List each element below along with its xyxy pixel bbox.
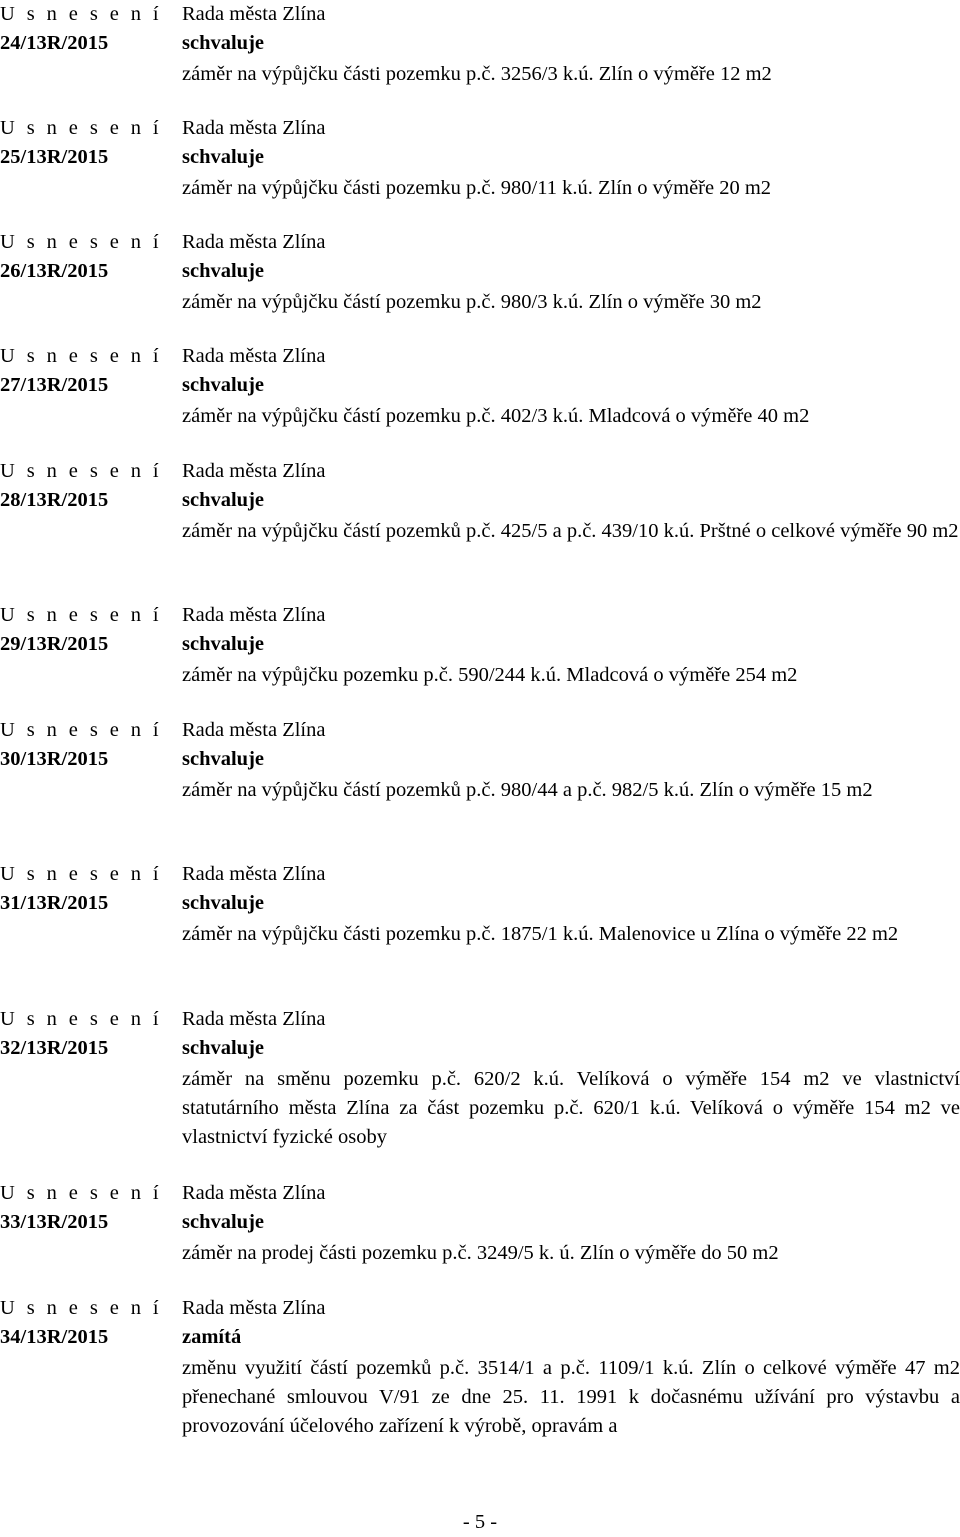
resolution-text: záměr na směnu pozemku p.č. 620/2 k.ú. Velíková o výměře 154 m2 ve vlastnictví statutárního města Zlína za část pozemku p.č. 620/1 k.ú. Velíková o výměře 154 m2 ve vlastnictví fyzické osoby — [182, 1068, 960, 1148]
resolution-33 — [0, 1179, 960, 1268]
resolution-number: 24/13R/2015 — [0, 32, 109, 54]
resolution-header — [0, 228, 182, 286]
council-name: Rada města Zlína — [182, 719, 326, 741]
resolution-verb: schvaluje — [182, 748, 264, 770]
resolution-label: U s n e s e n í — [0, 719, 163, 741]
resolution-header — [0, 860, 182, 918]
resolution-content — [182, 860, 960, 949]
resolution-label: U s n e s e n í — [0, 863, 163, 885]
resolution-verb: schvaluje — [182, 1211, 264, 1233]
resolution-number: 29/13R/2015 — [0, 633, 109, 655]
resolution-label: U s n e s e n í — [0, 345, 163, 367]
resolution-number: 34/13R/2015 — [0, 1326, 109, 1348]
resolution-content — [182, 1005, 960, 1152]
resolution-text: záměr na prodej části pozemku p.č. 3249/5 k. ú. Zlín o výměře do 50 m2 — [182, 1242, 779, 1264]
council-name: Rada města Zlína — [182, 604, 326, 626]
resolution-verb: schvaluje — [182, 146, 264, 168]
resolution-text: záměr na výpůjčku části pozemku p.č. 3256/3 k.ú. Zlín o výměře 12 m2 — [182, 63, 772, 85]
council-name: Rada města Zlína — [182, 3, 326, 25]
resolution-number: 27/13R/2015 — [0, 374, 109, 396]
resolution-31 — [0, 860, 960, 949]
resolution-text: záměr na výpůjčku částí pozemku p.č. 402/3 k.ú. Mladcová o výměře 40 m2 — [182, 405, 810, 427]
resolution-24 — [0, 0, 960, 89]
resolution-content — [182, 228, 960, 317]
resolution-content — [182, 0, 960, 89]
resolution-header — [0, 457, 182, 515]
resolution-text: záměr na výpůjčku částí pozemků p.č. 425/5 a p.č. 439/10 k.ú. Prštné o celkové výměře 90 m2 — [182, 520, 959, 542]
resolution-header — [0, 114, 182, 172]
council-name: Rada města Zlína — [182, 1008, 326, 1030]
council-name: Rada města Zlína — [182, 460, 326, 482]
council-name: Rada města Zlína — [182, 1297, 326, 1319]
resolution-label: U s n e s e n í — [0, 231, 163, 253]
resolution-32 — [0, 1005, 960, 1152]
resolution-label: U s n e s e n í — [0, 1297, 163, 1319]
council-name: Rada města Zlína — [182, 345, 326, 367]
resolution-verb: schvaluje — [182, 633, 264, 655]
resolution-text: záměr na výpůjčku částí pozemků p.č. 980/44 a p.č. 982/5 k.ú. Zlín o výměře 15 m2 — [182, 779, 873, 801]
resolution-verb: schvaluje — [182, 374, 264, 396]
resolution-header — [0, 1005, 182, 1063]
resolution-verb: schvaluje — [182, 32, 264, 54]
resolution-label: U s n e s e n í — [0, 604, 163, 626]
council-name: Rada města Zlína — [182, 1182, 326, 1204]
page-number: - 5 - — [462, 1511, 498, 1533]
resolution-number: 33/13R/2015 — [0, 1211, 109, 1233]
resolution-header — [0, 716, 182, 774]
resolution-text: záměr na výpůjčku pozemku p.č. 590/244 k.ú. Mladcová o výměře 254 m2 — [182, 664, 798, 686]
resolution-content — [182, 601, 960, 690]
resolution-verb: schvaluje — [182, 892, 264, 914]
resolution-text: záměr na výpůjčku části pozemku p.č. 980/11 k.ú. Zlín o výměře 20 m2 — [182, 177, 772, 199]
resolution-34 — [0, 1294, 960, 1441]
resolution-label: U s n e s e n í — [0, 1182, 163, 1204]
resolution-number: 32/13R/2015 — [0, 1037, 109, 1059]
resolution-29 — [0, 601, 960, 690]
resolution-label: U s n e s e n í — [0, 1008, 163, 1030]
resolution-header — [0, 601, 182, 659]
resolution-content — [182, 716, 960, 805]
resolution-number: 30/13R/2015 — [0, 748, 109, 770]
resolution-26 — [0, 228, 960, 317]
resolution-label: U s n e s e n í — [0, 3, 163, 25]
resolution-text: změnu využití částí pozemků p.č. 3514/1 a p.č. 1109/1 k.ú. Zlín o celkové výměře 47 m2 přenechané smlouvou V/91 ze dne 25. 11. 1991 k dočasnému užívání pro výstavbu a provozování účelového zařízení k výrobě, opravám a — [182, 1357, 960, 1437]
resolution-content — [182, 1294, 960, 1441]
resolution-verb: schvaluje — [182, 260, 264, 282]
resolution-header — [0, 1179, 182, 1237]
resolution-number: 31/13R/2015 — [0, 892, 109, 914]
resolution-content — [182, 342, 960, 431]
resolution-text: záměr na výpůjčku části pozemku p.č. 1875/1 k.ú. Malenovice u Zlína o výměře 22 m2 — [182, 923, 899, 945]
resolution-number: 26/13R/2015 — [0, 260, 109, 282]
resolution-label: U s n e s e n í — [0, 117, 163, 139]
resolution-verb: schvaluje — [182, 489, 264, 511]
resolution-verb: zamítá — [182, 1326, 242, 1348]
resolution-28 — [0, 457, 960, 546]
resolution-header — [0, 342, 182, 400]
resolution-text: záměr na výpůjčku částí pozemku p.č. 980/3 k.ú. Zlín o výměře 30 m2 — [182, 291, 762, 313]
resolution-header — [0, 1294, 182, 1352]
resolution-content — [182, 457, 960, 546]
resolution-number: 28/13R/2015 — [0, 489, 109, 511]
resolution-25 — [0, 114, 960, 203]
resolution-content — [182, 1179, 960, 1268]
council-name: Rada města Zlína — [182, 863, 326, 885]
resolution-content — [182, 114, 960, 203]
council-name: Rada města Zlína — [182, 231, 326, 253]
resolution-verb: schvaluje — [182, 1037, 264, 1059]
resolution-number: 25/13R/2015 — [0, 146, 109, 168]
resolution-30 — [0, 716, 960, 805]
resolution-27 — [0, 342, 960, 431]
council-name: Rada města Zlína — [182, 117, 326, 139]
resolution-label: U s n e s e n í — [0, 460, 163, 482]
resolution-header — [0, 0, 182, 58]
